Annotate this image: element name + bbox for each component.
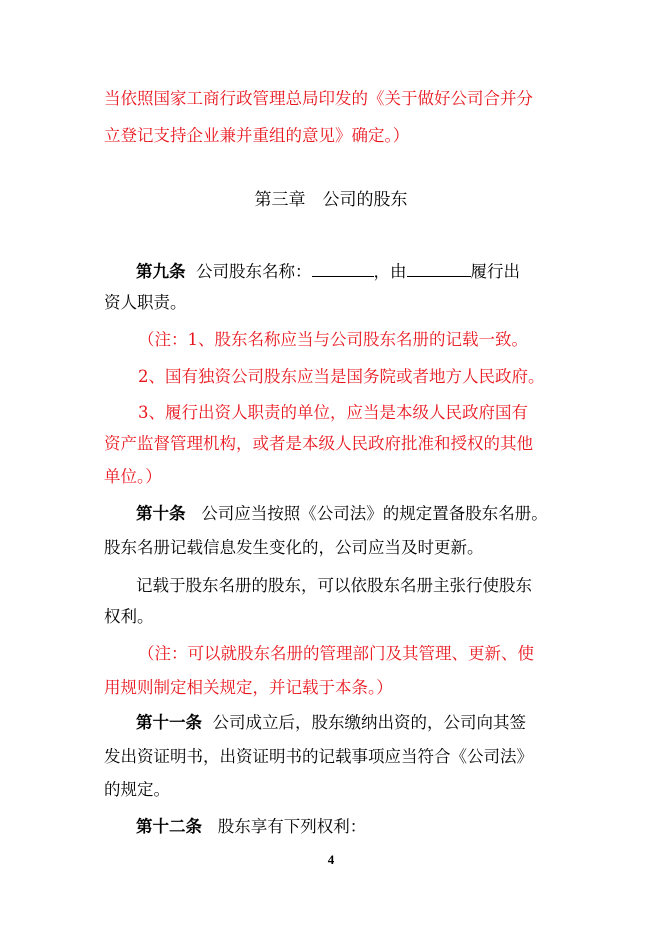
shareholder-name-blank[interactable] — [312, 260, 374, 277]
note-9-line-1: （注：1、股东名称应当与公司股东名册的记载一致。 — [138, 330, 528, 349]
note-9-line-5: 单位。） — [104, 467, 162, 486]
article-12-text: 股东享有下列权利： — [217, 817, 367, 836]
note-9-line-4: 资产监督管理机构，或者是本级人民政府批准和授权的其他 — [104, 434, 533, 453]
article-9-text-c: 履行出 — [470, 262, 520, 281]
article-11-label: 第十一条 — [136, 713, 202, 732]
article-11-line-2: 发出资证明书，出资证明书的记载事项应当符合《公司法》 — [104, 747, 533, 766]
chapter-title: 第三章 公司的股东 — [254, 190, 408, 210]
intro-note-line-2: 立登记支持企业兼并重组的意见》确定。） — [104, 126, 410, 145]
article-9-label: 第九条 — [136, 262, 186, 281]
article-12-label: 第十二条 — [136, 817, 202, 836]
responsible-party-blank[interactable] — [407, 260, 471, 277]
article-11-line-3: 的规定。 — [104, 780, 170, 799]
article-10-line-2: 股东名册记载信息发生变化的，公司应当及时更新。 — [104, 538, 484, 557]
article-10-text: 公司应当按照《公司法》的规定置备股东名册。 — [201, 504, 548, 523]
note-10-line-2: 用规则制定相关规定，并记载于本条。） — [104, 678, 393, 697]
page-number: 4 — [327, 852, 335, 867]
article-9-line-1 — [136, 260, 576, 284]
article-10-line-4: 权利。 — [104, 607, 154, 626]
note-10-line-1: （注：可以就股东名册的管理部门及其管理、更新、使 — [138, 644, 534, 663]
article-10-line-1 — [136, 503, 576, 527]
article-9-text-a: 公司股东名称： — [196, 262, 312, 281]
note-9-line-3: 3、履行出资人职责的单位，应当是本级人民政府国有 — [138, 403, 528, 422]
intro-note-line-1: 当依照国家工商行政管理总局印发的《关于做好公司合并分 — [104, 89, 533, 108]
article-12-line-1 — [136, 816, 576, 840]
article-10-label: 第十条 — [136, 504, 186, 523]
note-9-line-2: 2、国有独资公司股东应当是国务院或者地方人民政府。 — [138, 367, 545, 386]
article-11-text: 公司成立后，股东缴纳出资的，公司向其签 — [212, 713, 526, 732]
article-9-line-2: 资人职责。 — [104, 293, 187, 312]
article-10-line-3: 记载于股东名册的股东，可以依股东名册主张行使股东 — [136, 576, 532, 595]
article-11-line-1 — [136, 712, 576, 736]
article-9-text-b: ，由 — [373, 262, 407, 281]
